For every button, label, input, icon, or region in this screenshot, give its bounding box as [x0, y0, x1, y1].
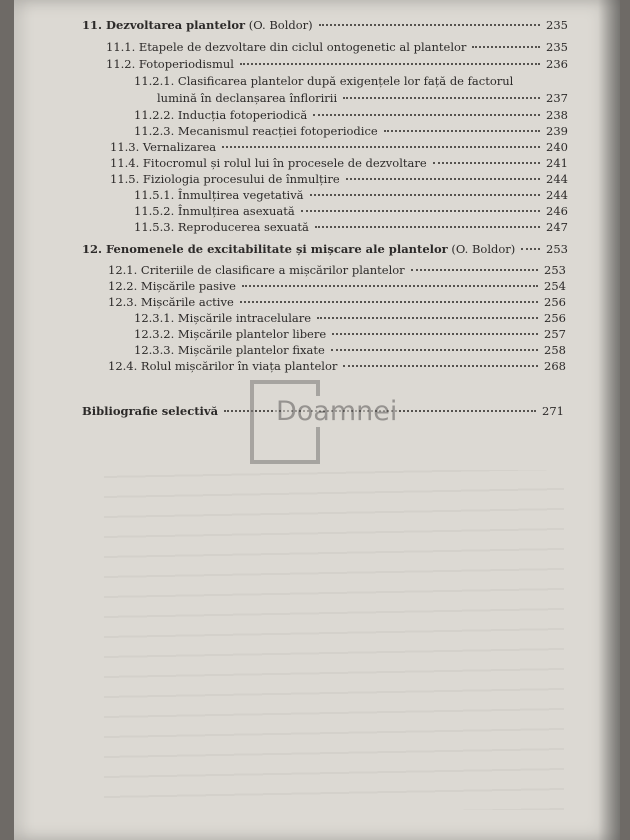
leader-dots — [472, 46, 540, 48]
page-number: 257 — [544, 327, 566, 341]
entry-label: 11.1. Etapele de dezvoltare din ciclul ontogenetic al plantelor — [106, 40, 467, 54]
leader-dots — [332, 333, 538, 335]
entry-label: 11.5.2. Înmulțirea asexuată — [134, 204, 295, 218]
leader-dots — [240, 301, 538, 303]
entry-label: 11.5.3. Reproducerea sexuată — [134, 220, 309, 234]
entry-label: 11.2.2. Inducția fotoperiodică — [134, 108, 308, 122]
page-number: 271 — [542, 404, 564, 418]
page-number: 238 — [546, 108, 568, 122]
leader-dots — [433, 162, 540, 164]
toc-entry — [110, 140, 568, 154]
page-number: 254 — [544, 279, 566, 293]
entry-label: 12.3.3. Mișcările plantelor fixate — [134, 343, 325, 357]
toc-entry — [134, 188, 568, 202]
chapter-title: 11. Dezvoltarea plantelor — [82, 18, 246, 32]
toc-entry — [108, 279, 566, 293]
page-number: 244 — [546, 188, 568, 202]
entry-label: 11.2.1. Clasificarea plantelor după exigențele lor față de factorul — [134, 74, 514, 88]
entry-label: 12.1. Criteriile de clasificare a mișcărilor plantelor — [108, 263, 405, 277]
toc-entry — [108, 359, 566, 373]
page-number: 258 — [544, 343, 566, 357]
toc-entry — [134, 108, 568, 122]
toc-entry — [134, 124, 568, 138]
toc-entry — [134, 343, 566, 357]
page-number: 253 — [546, 242, 568, 256]
page-number: 239 — [546, 124, 568, 138]
chapter-author: (O. Boldor) — [245, 18, 313, 32]
entry-label: 12.2. Mișcările pasive — [108, 279, 236, 293]
toc-entry — [110, 172, 568, 186]
page-number: 237 — [546, 91, 568, 105]
page-number: 253 — [544, 263, 566, 277]
entry-label: 12.4. Rolul mișcărilor în viața plantelor — [108, 359, 338, 373]
entry-label: Bibliografie selectivă — [82, 404, 219, 418]
book-page — [14, 0, 620, 840]
leader-dots — [310, 194, 540, 196]
toc-entry — [108, 263, 566, 277]
leader-dots — [343, 97, 540, 99]
page-number: 240 — [546, 140, 568, 154]
entry-label: 11.5. Fiziologia procesului de înmulțire — [110, 172, 340, 186]
entry-label: 11.5.1. Înmulțirea vegetativă — [134, 188, 304, 202]
entry-label: 11.2. Fotoperiodismul — [106, 57, 234, 71]
toc-entry — [134, 327, 566, 341]
entry-label: 12.3.1. Mișcările intracelulare — [134, 311, 312, 325]
leader-dots — [346, 178, 540, 180]
entry-label: 12.3. Mișcările active — [108, 295, 234, 309]
leader-dots — [317, 317, 538, 319]
chapter-title: 12. Fenomenele de excitabilitate și mișcare ale plantelor — [82, 242, 448, 256]
leader-dots — [343, 365, 538, 367]
page-number: 268 — [544, 359, 566, 373]
leader-dots — [331, 349, 538, 351]
leader-dots — [222, 146, 540, 148]
leader-dots — [301, 210, 540, 212]
entry-label: 12.3.2. Mișcările plantelor libere — [134, 327, 327, 341]
leader-dots — [315, 226, 540, 228]
toc-entry — [134, 204, 568, 218]
chapter-author: (O. Boldor) — [447, 242, 516, 256]
page-number: 235 — [546, 18, 568, 32]
toc-chapter-11 — [82, 18, 568, 32]
leader-dots — [411, 269, 538, 271]
entry-label: 11.4. Fitocromul și rolul lui în procesele de dezvoltare — [110, 156, 427, 170]
toc-entry — [106, 40, 568, 54]
toc-entry — [106, 57, 568, 71]
page-number: 246 — [546, 204, 568, 218]
entry-label-continued: lumină în declanșarea înfloririi — [157, 91, 338, 105]
leader-dots — [240, 63, 540, 65]
entry-label: 11.3. Vernalizarea — [110, 140, 217, 154]
toc-entry — [157, 91, 568, 105]
watermark-text: Doamnei — [276, 396, 398, 427]
page-number: 235 — [546, 40, 568, 54]
entry-label: 11.2.3. Mecanismul reacției fotoperiodice — [134, 124, 378, 138]
toc-entry — [110, 156, 568, 170]
leader-dots — [521, 248, 540, 250]
leader-dots — [384, 130, 540, 132]
toc-entry — [108, 295, 566, 309]
page-number: 247 — [546, 220, 568, 234]
page-number: 244 — [546, 172, 568, 186]
page-number: 256 — [544, 311, 566, 325]
toc-entry — [134, 311, 566, 325]
leader-dots — [319, 24, 540, 26]
page-number: 236 — [546, 57, 568, 71]
toc-chapter-12 — [82, 242, 568, 256]
watermark-logo — [250, 378, 414, 458]
leader-dots — [242, 285, 538, 287]
toc-entry — [134, 220, 568, 234]
page-number: 241 — [546, 156, 568, 170]
page-number: 256 — [544, 295, 566, 309]
leader-dots — [313, 114, 540, 116]
